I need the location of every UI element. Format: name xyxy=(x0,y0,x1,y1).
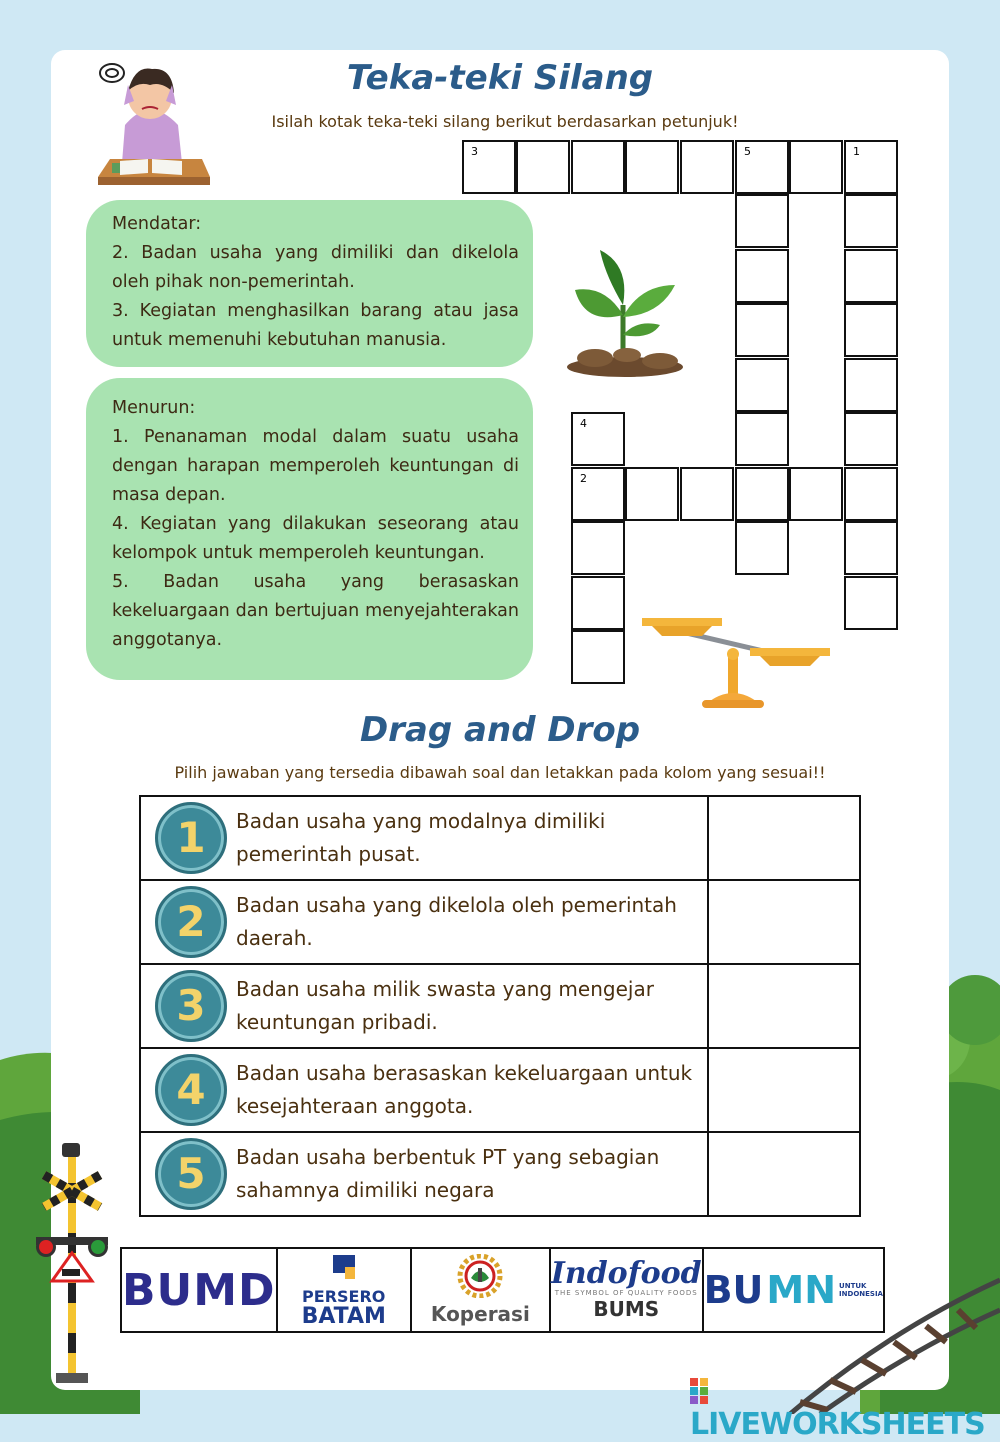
crossword-cell[interactable] xyxy=(680,467,734,521)
option-bums-indofood[interactable] xyxy=(550,1248,703,1332)
crossword-cell[interactable] xyxy=(680,140,734,194)
answer-drop-zone[interactable] xyxy=(708,1048,860,1132)
clue-item: 5. Badan usaha yang berasaskan kekeluargaan dan bertujuan menyejahterakan anggotanya. xyxy=(112,572,519,650)
page-title: Teka-teki Silang xyxy=(346,58,654,98)
crossword-cell[interactable] xyxy=(844,576,898,630)
question-number-badge: 3 xyxy=(155,970,227,1042)
crossword-cell[interactable] xyxy=(844,249,898,303)
crossword-cell[interactable] xyxy=(625,140,679,194)
question-text: Badan usaha yang modalnya dimiliki pemerintah pusat. xyxy=(236,809,606,866)
across-clues-panel xyxy=(86,200,533,367)
crossword-cell[interactable] xyxy=(571,467,625,521)
crossword-cell[interactable] xyxy=(571,576,625,630)
crossword-cell[interactable] xyxy=(571,140,625,194)
option-bumd[interactable] xyxy=(121,1248,277,1332)
question-number-badge: 1 xyxy=(155,802,227,874)
table-row xyxy=(140,964,860,1048)
clue-number: 3 xyxy=(471,145,478,158)
crossword-cell[interactable] xyxy=(844,521,898,575)
bumn-logo-part-b: MN xyxy=(766,1268,837,1312)
answer-drop-zone[interactable] xyxy=(708,796,860,880)
option-persero-batam[interactable] xyxy=(277,1248,411,1332)
question-text: Badan usaha berasaskan kekeluargaan untuk kesejahteraan anggota. xyxy=(236,1061,693,1118)
balance-scale-illustration xyxy=(642,612,834,710)
table-row xyxy=(140,796,860,880)
across-clues-heading: Mendatar: xyxy=(112,214,202,234)
question-text: Badan usaha yang dikelola oleh pemerintah daerah. xyxy=(236,893,677,950)
question-text: Badan usaha berbentuk PT yang sebagian sahamnya dimiliki negara xyxy=(236,1145,660,1202)
crossword-cell[interactable] xyxy=(735,194,789,248)
crossword-cell[interactable] xyxy=(516,140,570,194)
clue-item: 3. Kegiatan menghasilkan barang atau jasa untuk memenuhi kebutuhan manusia. xyxy=(112,301,519,350)
bums-label: BUMS xyxy=(593,1297,660,1321)
liveworksheets-logo-icon xyxy=(690,1378,710,1404)
question-cell xyxy=(140,796,708,880)
question-cell xyxy=(140,1132,708,1216)
crossword-cell[interactable] xyxy=(789,140,843,194)
table-row xyxy=(140,880,860,964)
bumn-logo-part-a: BU xyxy=(703,1268,764,1312)
question-number-badge: 4 xyxy=(155,1054,227,1126)
crossword-cell[interactable] xyxy=(789,467,843,521)
bumn-tagline-2: INDONESIA xyxy=(839,1290,883,1298)
clue-number: 2 xyxy=(580,472,587,485)
watermark-text: LIVEWORKSHEETS xyxy=(690,1407,985,1442)
question-number-badge: 2 xyxy=(155,886,227,958)
crossword-cell[interactable] xyxy=(844,358,898,412)
crossword-cell[interactable] xyxy=(844,303,898,357)
question-cell xyxy=(140,964,708,1048)
liveworksheets-watermark xyxy=(690,1372,1000,1442)
crossword-cell[interactable] xyxy=(735,358,789,412)
clue-number: 4 xyxy=(580,417,587,430)
clue-number: 1 xyxy=(853,145,860,158)
crossword-cell[interactable] xyxy=(844,467,898,521)
indofood-tagline: THE SYMBOL OF QUALITY FOODS xyxy=(554,1289,698,1297)
question-text: Badan usaha milik swasta yang mengejar keuntungan pribadi. xyxy=(236,977,654,1034)
clue-number: 5 xyxy=(744,145,751,158)
crossword-cell[interactable] xyxy=(571,412,625,466)
crossword-cell[interactable] xyxy=(735,140,789,194)
clue-item: 2. Badan usaha yang dimiliki dan dikelola oleh pihak non-pemerintah. xyxy=(112,243,519,292)
question-cell xyxy=(140,1048,708,1132)
crossword-cell[interactable] xyxy=(735,249,789,303)
crossword-cell[interactable] xyxy=(735,303,789,357)
crossword-cell[interactable] xyxy=(571,630,625,684)
table-row xyxy=(140,1048,860,1132)
persero-line2: BATAM xyxy=(301,1304,386,1329)
persero-label xyxy=(278,1287,410,1327)
answer-drop-zone[interactable] xyxy=(708,964,860,1048)
clue-item: 1. Penanaman modal dalam suatu usaha dengan harapan memperoleh keuntungan di masa depan. xyxy=(112,427,519,505)
crossword-cell[interactable] xyxy=(844,140,898,194)
down-clues-panel xyxy=(86,378,533,680)
crossword-cell[interactable] xyxy=(844,194,898,248)
crossword-cell[interactable] xyxy=(735,412,789,466)
crossword-instruction: Isilah kotak teka-teki silang berikut berdasarkan petunjuk! xyxy=(271,112,739,131)
persero-logo-icon xyxy=(327,1253,361,1283)
persero-line1: PERSERO xyxy=(302,1287,386,1306)
crossword-cell[interactable] xyxy=(462,140,516,194)
bumn-tagline-1: UNTUK xyxy=(839,1282,867,1290)
question-cell xyxy=(140,880,708,964)
drag-drop-table xyxy=(139,795,861,1217)
crossword-cell[interactable] xyxy=(625,467,679,521)
koperasi-label: Koperasi xyxy=(430,1302,530,1326)
option-koperasi[interactable] xyxy=(411,1248,550,1332)
bumd-logo: BUMD xyxy=(122,1264,276,1316)
koperasi-emblem-icon xyxy=(453,1254,507,1298)
indofood-logo: Indofood xyxy=(550,1256,702,1291)
crossword-cell[interactable] xyxy=(735,521,789,575)
plant-illustration xyxy=(565,245,695,380)
question-number-badge: 5 xyxy=(155,1138,227,1210)
crossword-cell[interactable] xyxy=(571,521,625,575)
drag-drop-title: Drag and Drop xyxy=(359,710,641,750)
answer-drop-zone[interactable] xyxy=(708,880,860,964)
crossword-cell[interactable] xyxy=(844,412,898,466)
drag-drop-instruction: Pilih jawaban yang tersedia dibawah soal dan letakkan pada kolom yang sesuai!! xyxy=(174,763,826,782)
railway-crossing-illustration xyxy=(32,1143,112,1383)
clue-item: 4. Kegiatan yang dilakukan seseorang atau kelompok untuk memperoleh keuntungan. xyxy=(112,514,519,563)
down-clues-heading: Menurun: xyxy=(112,398,196,418)
table-row xyxy=(140,1132,860,1216)
crossword-cell[interactable] xyxy=(735,467,789,521)
answer-drop-zone[interactable] xyxy=(708,1132,860,1216)
